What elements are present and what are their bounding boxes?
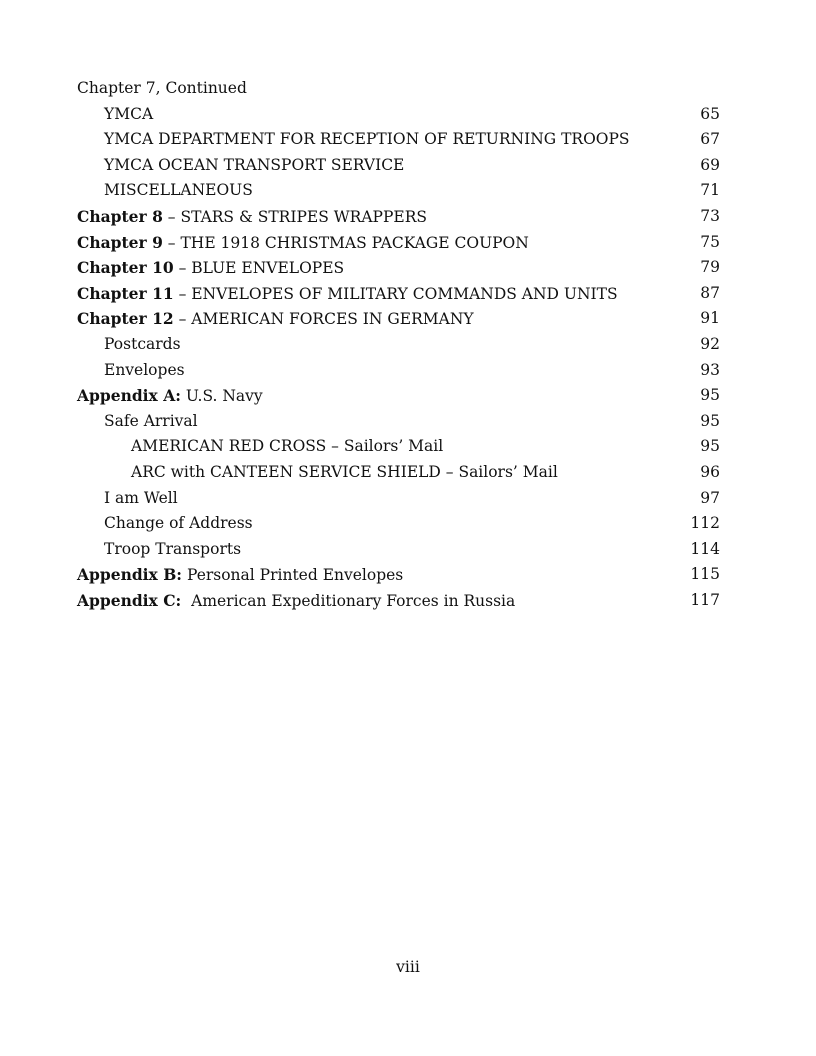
toc-entry-label — [77, 285, 618, 303]
toc-entry — [77, 562, 720, 588]
toc-entry-page-number: 69 — [700, 155, 720, 174]
toc-entry — [77, 588, 720, 614]
toc-entry — [77, 409, 720, 435]
toc-entry-label — [104, 105, 153, 123]
toc-entry-label — [104, 412, 198, 430]
toc-entry-title: – BLUE ENVELOPES — [173, 259, 345, 278]
toc-entry-label — [77, 310, 474, 328]
toc-entry-title: – ENVELOPES OF MILITARY COMMANDS AND UNITS — [173, 284, 618, 303]
toc-entry — [77, 102, 720, 128]
toc-entry — [77, 434, 720, 460]
toc-entry-label — [104, 540, 241, 558]
toc-entry-label — [77, 592, 515, 610]
toc-entry — [77, 153, 720, 179]
table-of-contents — [77, 76, 720, 613]
toc-entry-title: YMCA DEPARTMENT FOR RECEPTION OF RETURNING TROOPS — [104, 130, 630, 149]
toc-entry — [77, 281, 720, 307]
toc-entry-label — [77, 566, 403, 584]
toc-entry — [77, 306, 720, 332]
toc-entry-number: Appendix C: — [77, 590, 182, 610]
toc-entry-page-number: 65 — [700, 104, 720, 123]
toc-entry-label — [104, 130, 630, 148]
page-number-footer: viii — [396, 958, 420, 976]
toc-entry — [77, 332, 720, 358]
toc-continued-heading-label: Chapter 7, Continued — [77, 79, 247, 97]
toc-entry-number: Chapter 10 — [77, 258, 174, 278]
toc-entry-page-number: 93 — [700, 360, 720, 379]
toc-entry — [77, 178, 720, 204]
toc-entry-page-number: 87 — [700, 283, 720, 302]
toc-entry-label — [104, 181, 253, 199]
toc-entry-title: Troop Transports — [104, 539, 242, 558]
toc-entry-title: American Expeditionary Forces in Russia — [181, 591, 516, 610]
toc-entry-title: – THE 1918 CHRISTMAS PACKAGE COUPON — [162, 233, 529, 252]
toc-entry-page-number: 117 — [690, 590, 720, 609]
toc-entry-title: Envelopes — [104, 360, 185, 379]
toc-entry-page-number: 114 — [690, 539, 720, 558]
toc-entry-number: Chapter 11 — [77, 283, 174, 303]
toc-entry-page-number: 91 — [700, 309, 720, 328]
toc-entry-title: MISCELLANEOUS — [104, 181, 253, 200]
toc-entry — [77, 230, 720, 256]
toc-entry-title: AMERICAN RED CROSS – Sailors’ Mail — [131, 437, 444, 456]
toc-entry-page-number: 75 — [700, 232, 720, 251]
toc-entry-page-number: 97 — [700, 488, 720, 507]
toc-entry-page-number: 71 — [700, 181, 720, 200]
toc-entry-number: Chapter 8 — [77, 206, 163, 226]
toc-entry-number: Chapter 9 — [77, 232, 163, 252]
toc-entry — [77, 255, 720, 281]
toc-entry-label — [131, 437, 443, 455]
toc-entry-label — [131, 463, 558, 481]
toc-entry-title: YMCA — [104, 104, 154, 123]
toc-entry-label — [77, 259, 344, 277]
toc-entry-title: I am Well — [104, 488, 178, 507]
toc-entry — [77, 511, 720, 537]
toc-entry-page-number: 95 — [700, 386, 720, 405]
toc-entry-page-number: 115 — [690, 565, 720, 584]
toc-entry-title: Postcards — [104, 334, 181, 353]
toc-entry — [77, 486, 720, 512]
toc-entry-label — [77, 234, 529, 252]
toc-entry-page-number: 67 — [700, 130, 720, 149]
toc-entry — [77, 358, 720, 384]
toc-entry-label — [77, 208, 427, 226]
toc-entry-label — [104, 156, 404, 174]
toc-entry-label — [104, 335, 181, 353]
toc-entry-page-number: 95 — [700, 411, 720, 430]
toc-entry — [77, 383, 720, 409]
toc-entry-number: Appendix B: — [77, 565, 183, 585]
toc-entry-page-number: 96 — [700, 462, 720, 481]
toc-entry-page-number: 112 — [690, 514, 720, 533]
toc-entry-list — [77, 102, 720, 614]
toc-entry-title: Safe Arrival — [104, 411, 198, 430]
toc-entry-page-number: 73 — [700, 206, 720, 225]
toc-entry-label — [104, 489, 178, 507]
toc-entry-label — [104, 361, 185, 379]
toc-continued-heading — [77, 76, 720, 102]
toc-entry-page-number: 79 — [700, 258, 720, 277]
toc-entry — [77, 127, 720, 153]
toc-entry-title: Personal Printed Envelopes — [182, 566, 404, 585]
toc-entry — [77, 204, 720, 230]
toc-entry-title: – AMERICAN FORCES IN GERMANY — [173, 310, 474, 329]
toc-entry-number: Chapter 12 — [77, 309, 174, 329]
toc-entry-label — [77, 387, 263, 405]
toc-entry-title: YMCA OCEAN TRANSPORT SERVICE — [104, 155, 405, 174]
toc-entry-title: – STARS & STRIPES WRAPPERS — [162, 207, 428, 226]
toc-entry — [77, 537, 720, 563]
toc-entry-page-number: 95 — [700, 437, 720, 456]
toc-entry-label — [104, 514, 253, 532]
toc-entry — [77, 460, 720, 486]
toc-entry-title: Change of Address — [104, 514, 253, 533]
toc-entry-title: U.S. Navy — [180, 387, 263, 406]
toc-entry-number: Appendix A: — [77, 386, 181, 406]
toc-entry-page-number: 92 — [700, 334, 720, 353]
toc-entry-title: ARC with CANTEEN SERVICE SHIELD – Sailors’ Mail — [131, 462, 558, 481]
